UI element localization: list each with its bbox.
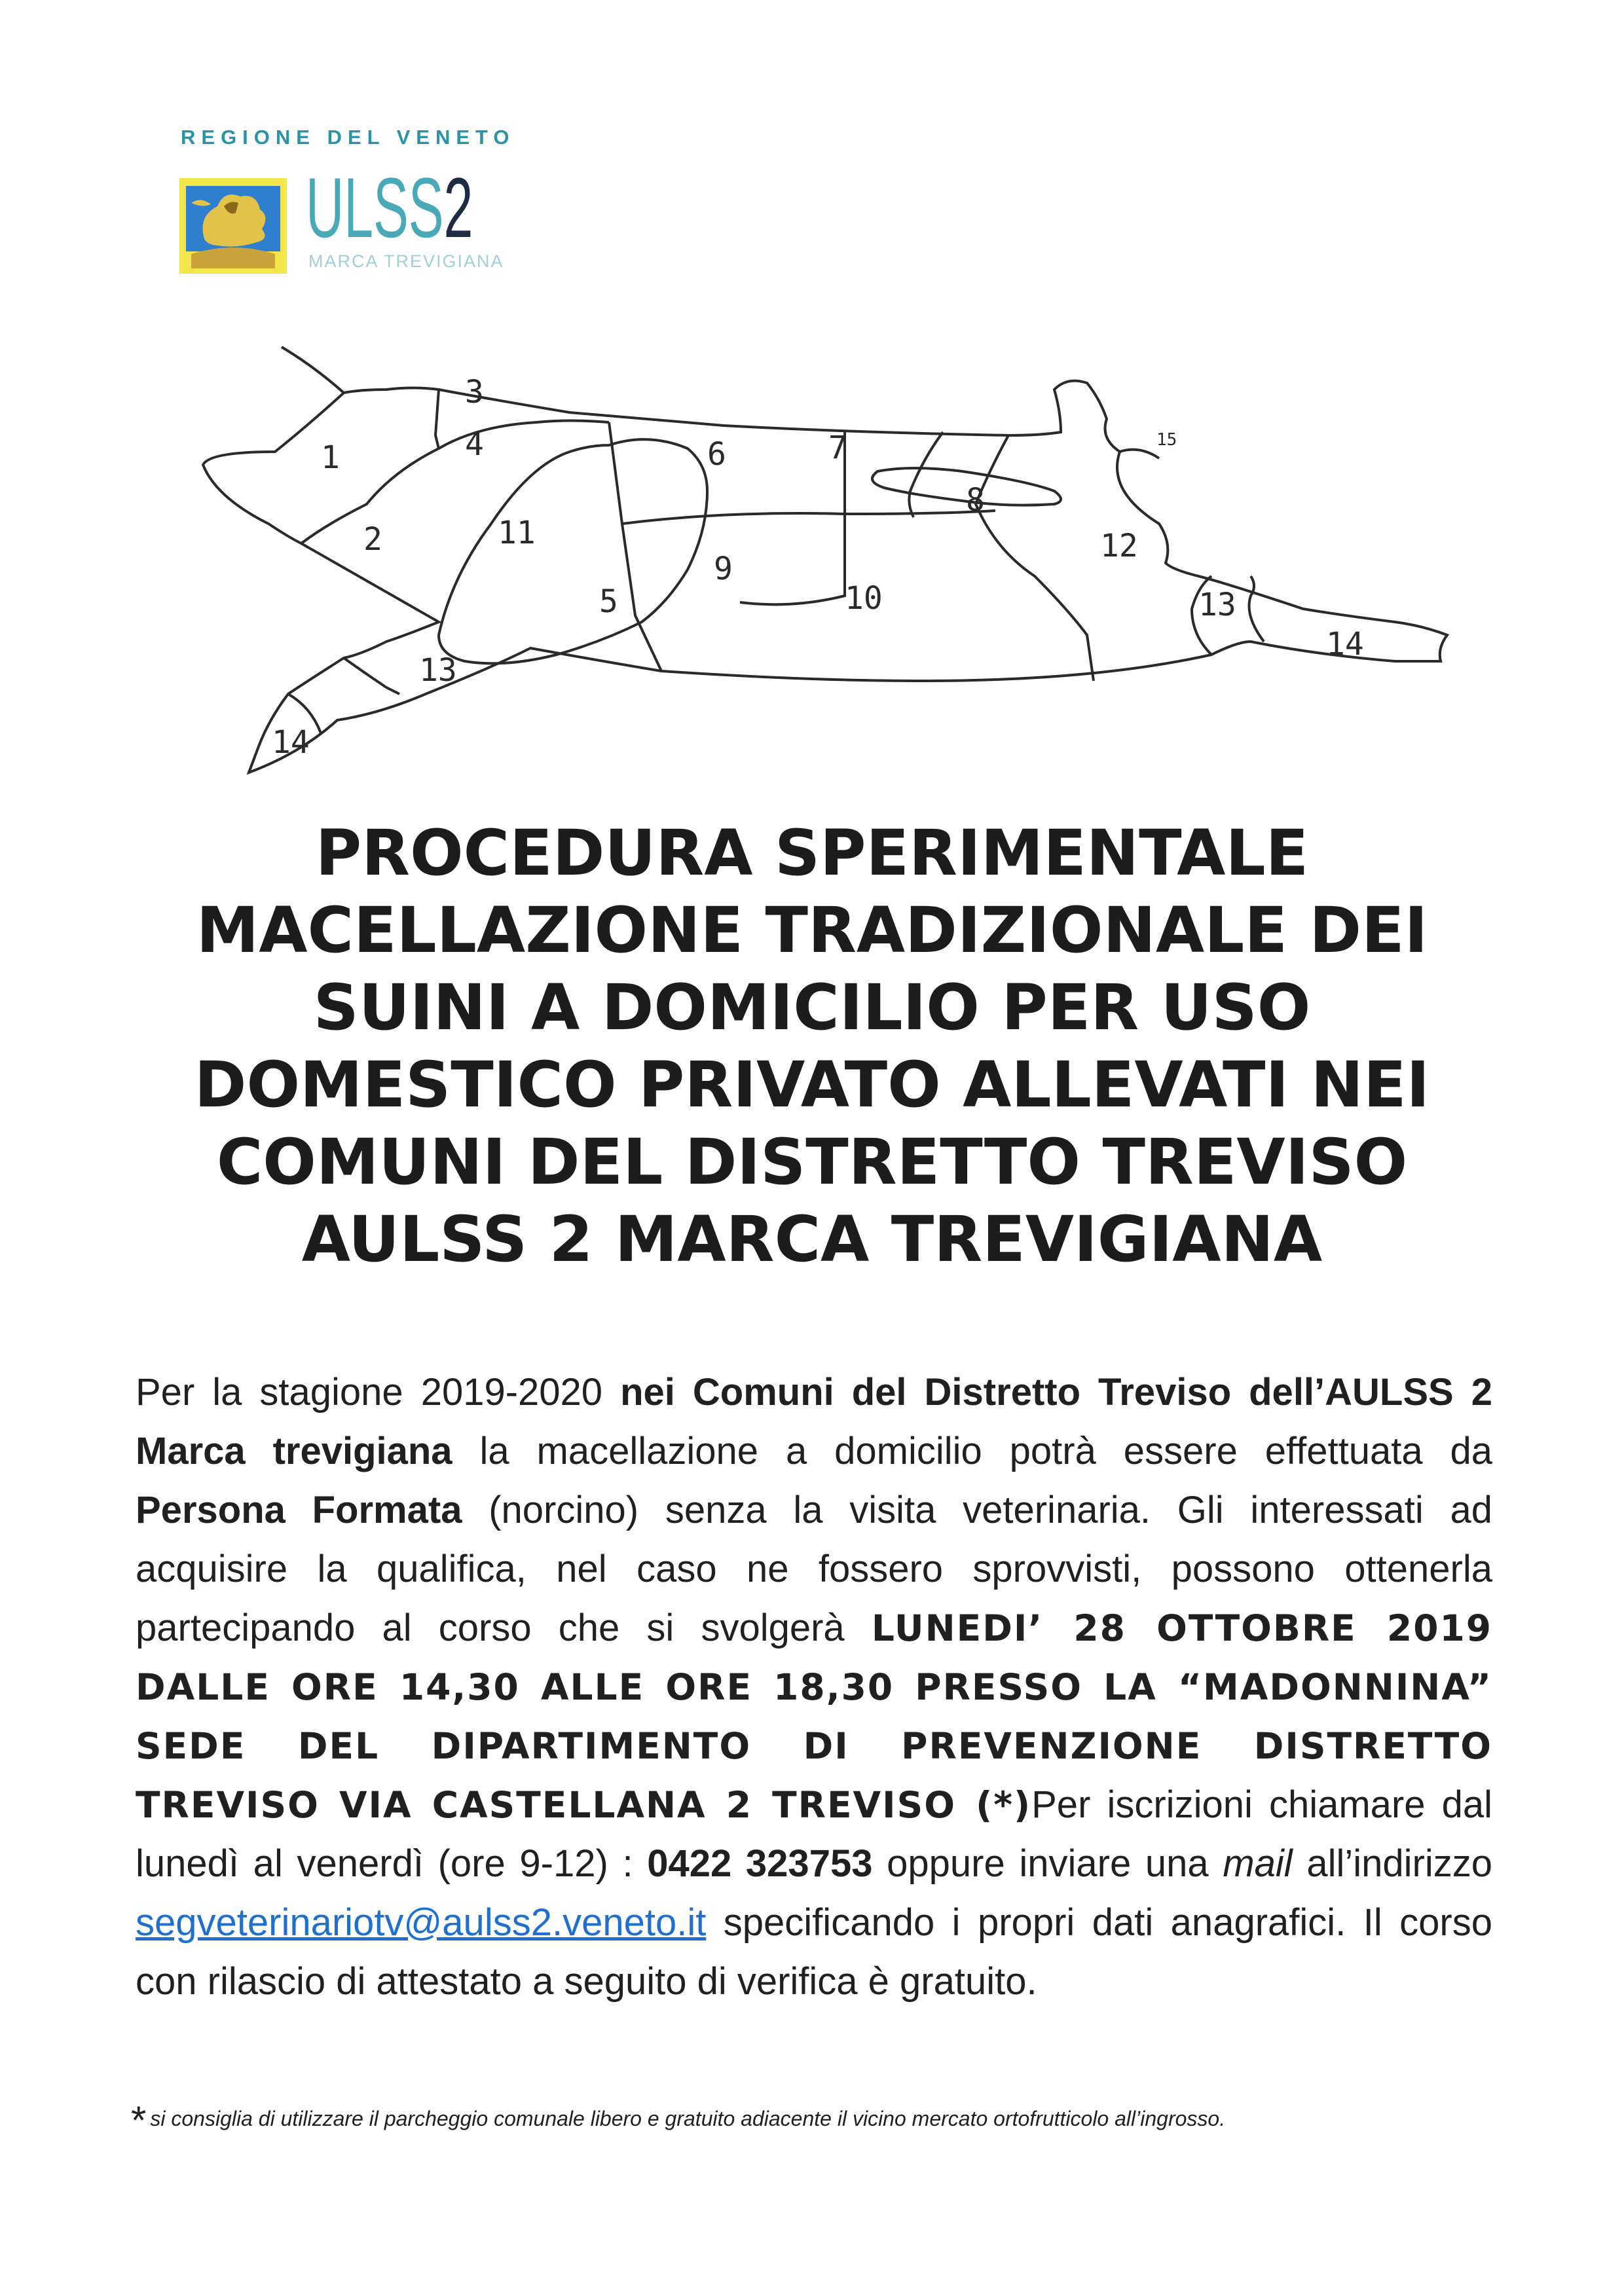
cut-label: 4 <box>465 426 484 463</box>
cut-label: 13 <box>1198 587 1236 623</box>
cut-label: 11 <box>498 515 536 551</box>
cut-label: 1 <box>321 439 340 476</box>
title-line: PROCEDURA SPERIMENTALE <box>315 816 1309 890</box>
cut-label: 6 <box>707 436 726 473</box>
body-text: la macellazione a domicilio potrà essere effettuata da <box>452 1430 1492 1472</box>
footnote-text: si consiglia di utilizzare il parcheggio comunale libero e gratuito adiacente il vicino mercato ortofrutticolo all’ingrosso. <box>150 2107 1226 2130</box>
title-line: DOMESTICO PRIVATO ALLEVATI NEI <box>194 1048 1430 1121</box>
cut-label: 15 <box>1156 430 1177 450</box>
body-text: specificando i propri dati anagrafici. Il corso con rilascio di attestato a seguito di verifica è gratuito. <box>136 1901 1492 2003</box>
cut-label: 14 <box>1326 626 1364 663</box>
footnote <box>131 2090 1506 2142</box>
body-bold: nei Comuni del Distretto Treviso dell’AULSS 2 Marca trevigiana <box>136 1371 1492 1472</box>
venetian-lion-emblem <box>178 177 288 275</box>
body-text: Per la stagione 2019-2020 <box>136 1371 621 1413</box>
marca-trevigiana: MARCA TREVIGIANA <box>308 251 504 271</box>
cut-label: 2 <box>363 521 382 558</box>
body-bold: Persona Formata <box>136 1489 462 1531</box>
body-text: all’indirizzo <box>1292 1842 1493 1885</box>
region-name: REGIONE DEL VENETO <box>181 126 515 149</box>
cut-label: 3 <box>465 374 484 410</box>
email-link[interactable]: segveterinariotv@aulss2.veneto.it <box>136 1901 707 1944</box>
cut-label: 7 <box>828 429 847 466</box>
title-line: AULSS 2 MARCA TREVIGIANA <box>301 1203 1323 1276</box>
body-italic: mail <box>1223 1842 1293 1885</box>
cut-label: 13 <box>419 652 457 689</box>
pig-cuts-diagram <box>190 327 1473 799</box>
cut-label: 10 <box>845 580 883 617</box>
ulss-prefix: ULSS <box>306 160 444 255</box>
cut-label: 14 <box>272 724 310 761</box>
phone-number: 0422 323753 <box>647 1842 873 1885</box>
cut-label: 12 <box>1100 528 1138 564</box>
cut-label: 9 <box>714 551 733 587</box>
ulss2-wordmark <box>306 160 473 255</box>
page-title <box>131 814 1493 1278</box>
body-text: oppure inviare una <box>872 1842 1223 1885</box>
title-line: SUINI A DOMICILIO PER USO <box>313 971 1311 1044</box>
pig-outline <box>203 347 1447 773</box>
body-text: (norcino) senza la visita veterinaria. Gli interessati ad acquisire la qualifica, nel caso ne fossero sprovvisti, possono ottenerla partecipando al corso che si svolgerà <box>136 1489 1493 1649</box>
footnote-asterisk: * <box>131 2098 147 2142</box>
ulss-number: 2 <box>443 160 473 255</box>
title-line: COMUNI DEL DISTRETTO TREVISO <box>216 1125 1408 1199</box>
cut-label: 8 <box>966 482 985 519</box>
title-line: MACELLAZIONE TRADIZIONALE DEI <box>196 894 1428 967</box>
cut-label: 5 <box>599 583 618 620</box>
body-text: Per iscrizioni chiamare dal lunedì al venerdì (ore 9-12) : <box>136 1783 1492 1885</box>
logo <box>178 126 519 283</box>
course-details: LUNEDI’ 28 OTTOBRE 2019 DALLE ORE 14,30 ALLE ORE 18,30 PRESSO LA “MADONNINA” SEDE DEL DIPARTIMENTO DI PREVENZIONE DISTRETTO TREVISO VIA CASTELLANA 2 TREVISO (*) <box>136 1607 1493 1826</box>
body-paragraph <box>136 1363 1492 2011</box>
